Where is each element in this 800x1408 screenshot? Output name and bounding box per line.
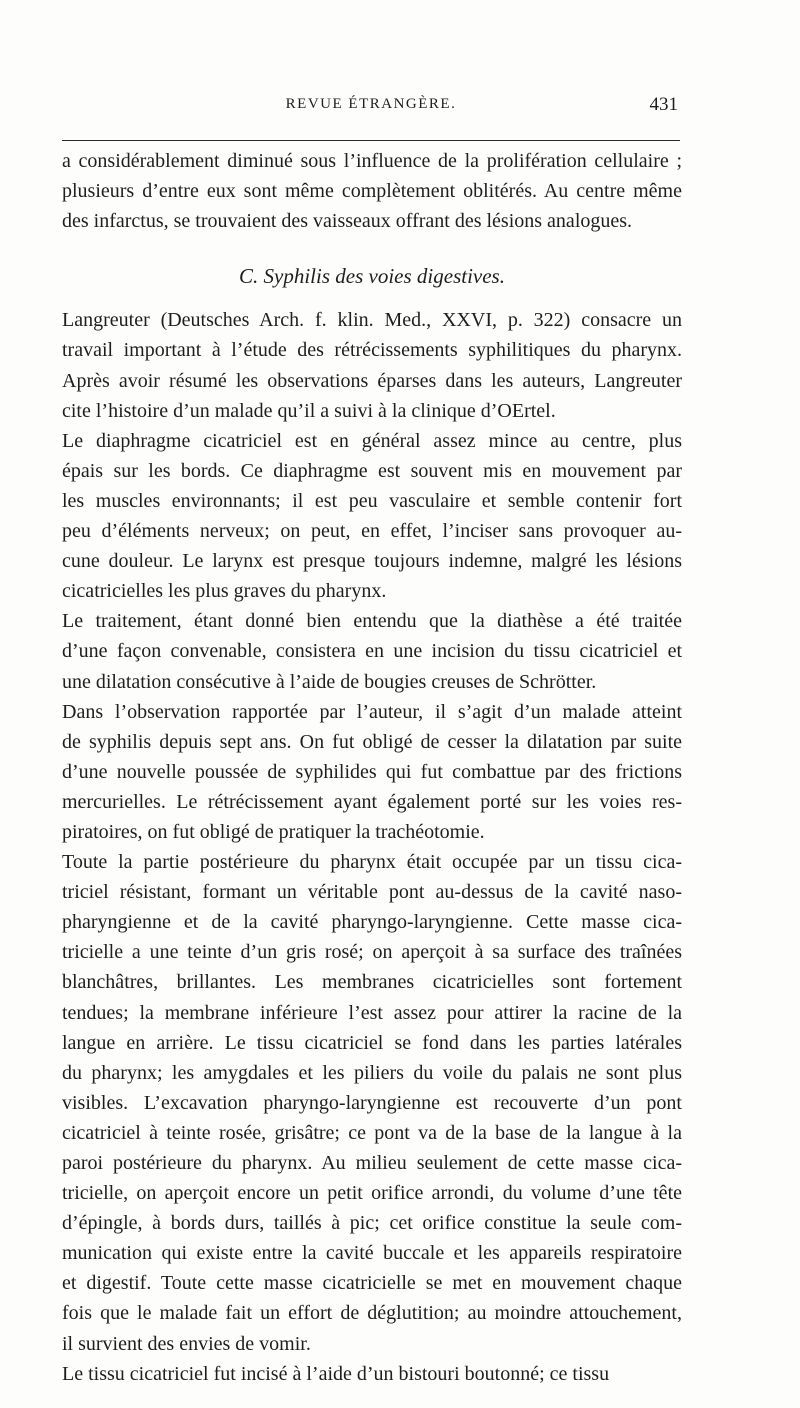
running-title: REVUE ÉTRANGÈRE.	[285, 96, 457, 112]
section-heading: C. Syphilis des voies digestives.	[239, 264, 505, 289]
body-text	[62, 146, 682, 1389]
text-line: visibles. L’excavation pharyngo-laryngienne est recouverte d’un pont	[62, 1091, 682, 1114]
header-rule	[62, 140, 680, 141]
text-line: blanchâtres, brillantes. Les membranes cicatricielles sont fortement	[62, 971, 682, 994]
text-line: munication qui existe entre la cavité buccale et les appareils respiratoire	[62, 1242, 682, 1265]
text-line: tricielle, on aperçoit encore un petit orifice arrondi, du volume d’une tête	[62, 1182, 682, 1205]
text-line: Le diaphragme cicatriciel est en général assez mince au centre, plus	[62, 429, 682, 452]
text-line: mercurielles. Le rétrécissement ayant également porté sur les voies res-	[62, 790, 682, 813]
text-line: tendues; la membrane inférieure l’est assez pour attirer la racine de la	[62, 1001, 682, 1024]
page-number: 431	[649, 94, 678, 115]
text-line: d’une façon convenable, consistera en une incision du tissu cicatriciel et	[62, 640, 682, 663]
page-header	[62, 96, 680, 122]
text-line: tricielle a une teinte d’un gris rosé; on aperçoit à sa surface des traînées	[62, 941, 682, 964]
text-line: cite l’histoire d’un malade qu’il a suivi à la clinique d’OErtel.	[62, 399, 556, 422]
text-line: d’une nouvelle poussée de syphilides qui fut combattue par des frictions	[62, 760, 682, 783]
text-line: langue en arrière. Le tissu cicatriciel se fond dans les parties latérales	[62, 1031, 682, 1054]
text-line: a considérablement diminué sous l’influence de la prolifération cellulaire ;	[62, 150, 682, 172]
text-line: d’épingle, à bords durs, taillés à pic; cet orifice constitue la seule com-	[62, 1212, 682, 1235]
text-line: triciel résistant, formant un véritable pont au-dessus de la cavité naso-	[62, 881, 682, 904]
text-line: et digestif. Toute cette masse cicatricielle se met en mouvement chaque	[62, 1272, 682, 1295]
text-line: épais sur les bords. Ce diaphragme est souvent mis en mouvement par	[62, 459, 682, 482]
text-line: de syphilis depuis sept ans. On fut obligé de cesser la dilatation par suite	[62, 730, 682, 753]
text-line: Le tissu cicatriciel fut incisé à l’aide d’un bistouri boutonné; ce tissu	[62, 1362, 610, 1385]
text-line: des infarctus, se trouvaient des vaisseaux offrant des lésions analogues.	[62, 210, 633, 233]
text-line: plusieurs d’entre eux sont même complètement oblitérés. Au centre même	[62, 180, 682, 203]
text-line: piratoires, on fut obligé de pratiquer la trachéotomie.	[62, 820, 485, 843]
text-line: les muscles environnants; il est peu vasculaire et semble contenir fort	[62, 489, 682, 512]
text-line: cicatriciel à teinte rosée, grisâtre; ce pont va de la base de la langue à la	[62, 1121, 682, 1144]
text-line: Après avoir résumé les observations éparses dans les auteurs, Langreuter	[62, 369, 682, 392]
text-line: Le traitement, étant donné bien entendu que la diathèse a été traitée	[62, 610, 682, 633]
paragraph-block-a	[62, 146, 682, 236]
text-line: Langreuter (Deutsches Arch. f. klin. Med., XXVI, p. 322) consacre un	[62, 309, 682, 332]
text-line: Dans l’observation rapportée par l’auteur, il s’agit d’un malade atteint	[62, 700, 682, 723]
text-line: du pharynx; les amygdales et les piliers du voile du palais ne sont plus	[62, 1061, 682, 1084]
text-line: une dilatation consécutive à l’aide de bougies creuses de Schrötter.	[62, 670, 597, 693]
text-line: cicatricielles les plus graves du pharynx.	[62, 580, 387, 603]
text-line: travail important à l’étude des rétrécissements syphilitiques du pharynx.	[62, 339, 682, 362]
text-line: paroi postérieure du pharynx. Au milieu seulement de cette masse cica-	[62, 1152, 682, 1174]
paragraph-block-b	[62, 305, 682, 1388]
text-line: fois que le malade fait un effort de déglutition; au moindre attouchement,	[62, 1302, 682, 1325]
text-line: Toute la partie postérieure du pharynx était occupée par un tissu cica-	[62, 851, 682, 874]
text-line: cune douleur. Le larynx est presque toujours indemne, malgré les lésions	[62, 550, 682, 573]
text-line: pharyngienne et de la cavité pharyngo-laryngienne. Cette masse cica-	[62, 911, 682, 934]
text-line: il survient des envies de vomir.	[62, 1332, 311, 1355]
text-line: peu d’éléments nerveux; on peut, en effet, l’inciser sans provoquer au-	[62, 520, 682, 543]
